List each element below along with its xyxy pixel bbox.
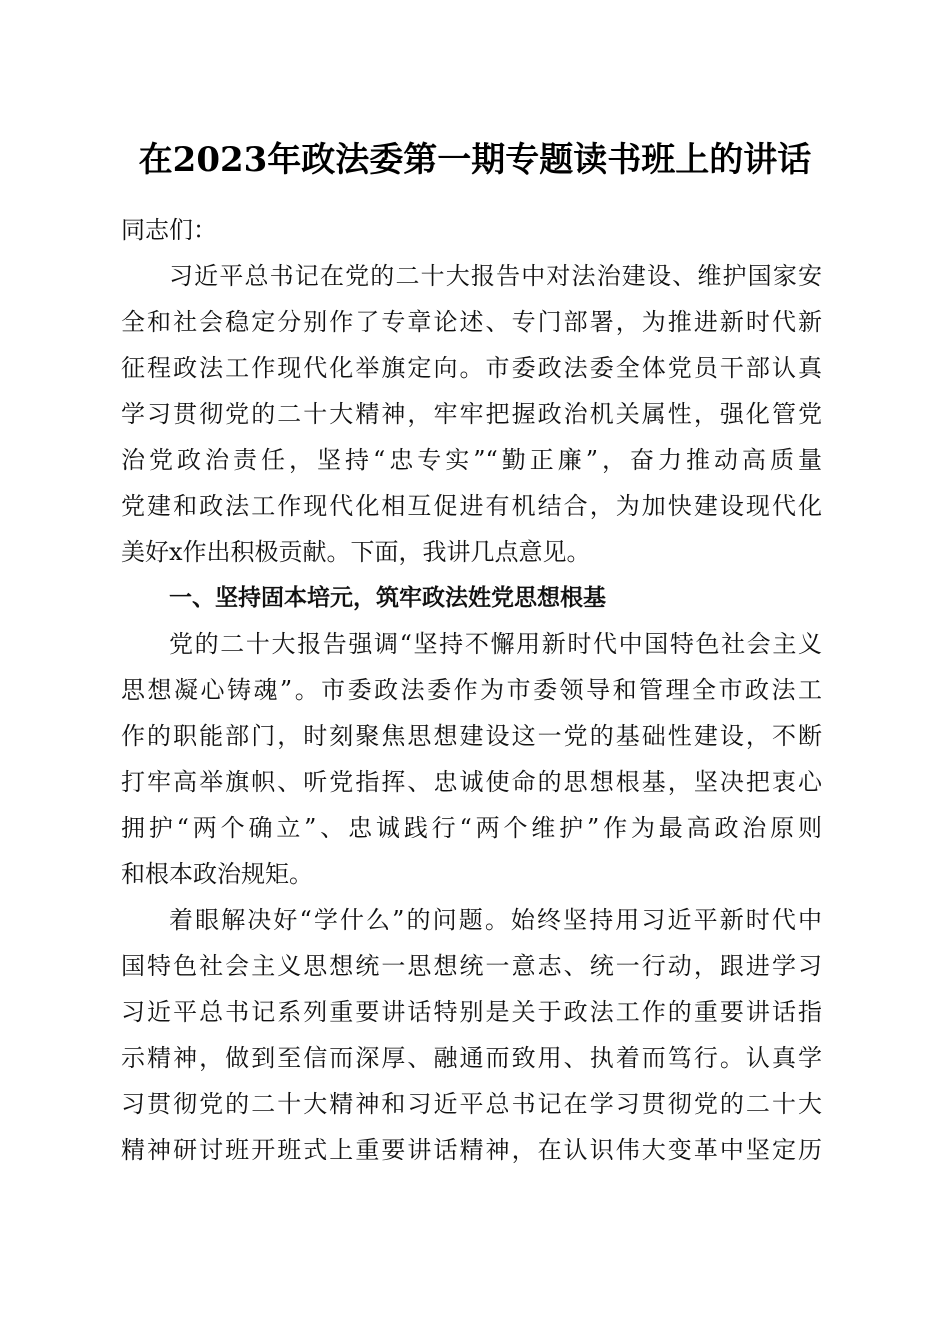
paragraph-line: 精神研讨班开班式上重要讲话精神，在认识伟大变革中坚定历 bbox=[121, 1136, 822, 1164]
paragraph-line: 党建和政法工作现代化相互促进有机结合，为加快建设现代化 bbox=[121, 492, 822, 520]
paragraph-line: 思想凝心铸魂”。市委政法委作为市委领导和管理全市政法工 bbox=[121, 676, 822, 704]
paragraph-line: 着眼解决好“学什么”的问题。始终坚持用习近平新时代中 bbox=[169, 906, 822, 934]
paragraph-line: 示精神，做到至信而深厚、融通而致用、执着而笃行。认真学 bbox=[121, 1044, 822, 1072]
paragraph-line: 全和社会稳定分别作了专章论述、专门部署，为推进新时代新 bbox=[121, 308, 822, 336]
paragraph-line: 拥护“两个确立”、忠诚践行“两个维护”作为最高政治原则 bbox=[121, 814, 822, 842]
paragraph-3 bbox=[121, 897, 822, 1173]
paragraph-line: 美好x作出积极贡献。下面，我讲几点意见。 bbox=[121, 538, 591, 566]
section-heading-1: 一、坚持固本培元，筑牢政法姓党思想根基 bbox=[169, 585, 606, 611]
document-body bbox=[121, 207, 822, 1173]
document-title: 在2023年政法委第一期专题读书班上的讲话 bbox=[138, 140, 812, 180]
paragraph-line: 国特色社会主义思想统一思想统一意志、统一行动，跟进学习 bbox=[121, 952, 822, 980]
paragraph-2 bbox=[121, 621, 822, 897]
paragraph-1 bbox=[121, 253, 822, 575]
paragraph-line: 党的二十大报告强调“坚持不懈用新时代中国特色社会主义 bbox=[169, 630, 822, 658]
paragraph-line: 治党政治责任，坚持“忠专实”“勤正廉”，奋力推动高质量 bbox=[121, 446, 822, 474]
paragraph-line: 打牢高举旗帜、听党指挥、忠诚使命的思想根基，坚决把衷心 bbox=[121, 768, 822, 796]
salutation: 同志们： bbox=[121, 216, 217, 244]
paragraph-line: 习近平总书记在党的二十大报告中对法治建设、维护国家安 bbox=[169, 262, 822, 290]
paragraph-line: 习贯彻党的二十大精神和习近平总书记在学习贯彻党的二十大 bbox=[121, 1090, 822, 1118]
paragraph-line: 和根本政治规矩。 bbox=[121, 860, 313, 888]
paragraph-line: 作的职能部门，时刻聚焦思想建设这一党的基础性建设，不断 bbox=[121, 722, 822, 750]
paragraph-line: 习近平总书记系列重要讲话特别是关于政法工作的重要讲话指 bbox=[121, 998, 822, 1026]
paragraph-line: 学习贯彻党的二十大精神，牢牢把握政治机关属性，强化管党 bbox=[121, 400, 822, 428]
paragraph-line: 征程政法工作现代化举旗定向。市委政法委全体党员干部认真 bbox=[121, 354, 822, 382]
